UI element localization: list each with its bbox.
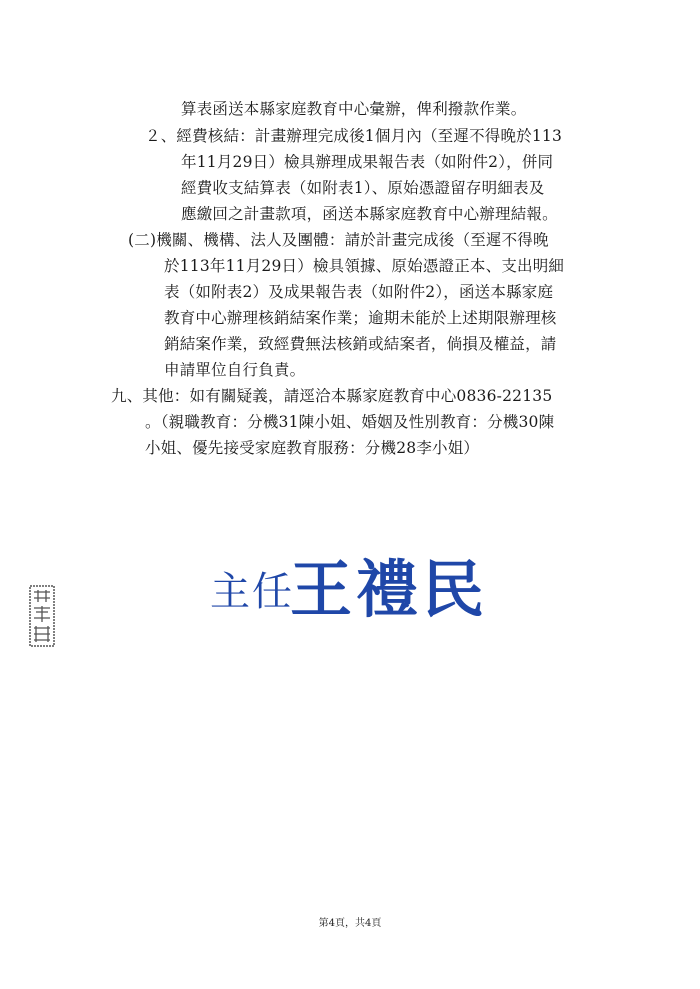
body-line-8: 表（如附表2）及成果報告表（如附件2），函送本縣家庭 [164, 283, 554, 301]
body-line-14: 小姐、優先接受家庭教育服務：分機28李小姐） [145, 439, 480, 457]
body-line-4: 經費收支結算表（如附表1）、原始憑證留存明細表及 [181, 179, 545, 197]
seal-stamp-icon [28, 582, 58, 650]
page-footer: 第4頁，共4頁 [318, 918, 382, 929]
body-line-3: 年11月29日）檢具辦理成果報告表（如附件2），併同 [181, 153, 554, 171]
body-line-6: (二)機關、機構、法人及團體：請於計畫完成後（至遲不得晚 [128, 231, 549, 249]
body-line-13: 。（親職教育：分機31陳小姐、婚姻及性別教育：分機30陳 [145, 413, 555, 431]
body-line-2: ２、經費核結：計畫辦理完成後1個月內（至遲不得晚於113 [145, 127, 563, 145]
body-line-11: 申請單位自行負責。 [164, 361, 306, 379]
body-line-7: 於113年11月29日）檢具領據、原始憑證正本、支出明細 [164, 257, 565, 275]
body-line-1: 算表函送本縣家庭教育中心彙辦，俾利撥款作業。 [181, 100, 527, 118]
signature-name: 王禮民 [290, 553, 489, 626]
body-line-10: 銷結案作業，致經費無法核銷或結案者，倘損及權益，請 [164, 335, 557, 353]
signature-title: 主任 [210, 569, 294, 615]
body-line-5: 應繳回之計畫款項，函送本縣家庭教育中心辦理結報。 [181, 205, 558, 223]
body-line-9: 教育中心辦理核銷結案作業；逾期未能於上述期限辦理核 [164, 309, 557, 327]
body-line-12: 九、其他：如有關疑義，請逕洽本縣家庭教育中心0836-22135 [111, 387, 553, 405]
